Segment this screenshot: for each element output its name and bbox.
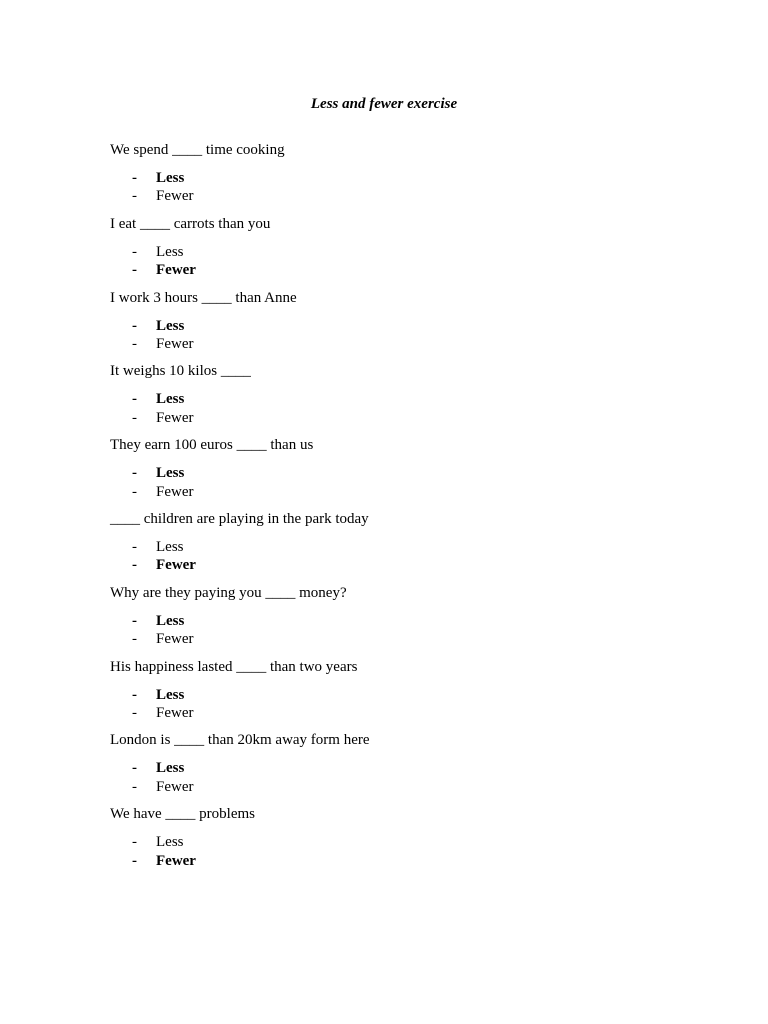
list-dash: - [132,557,137,574]
question-text: His happiness lasted ____ than two years [110,658,358,675]
answer-option-label: Less [156,391,185,408]
answer-option-label: Less [156,612,185,629]
question-text: It weighs 10 kilos ____ [110,363,251,380]
list-dash: - [132,243,137,260]
question-text: London is ____ than 20km away form here [110,732,370,749]
question-item [110,805,710,879]
list-dash: - [132,760,137,777]
list-dash: - [132,465,137,482]
question-list [110,141,710,879]
question-text: We spend ____ time cooking [110,142,285,158]
question-item [110,215,710,289]
answer-option-label: Fewer [156,188,194,205]
list-dash: - [132,686,137,703]
list-dash: - [132,483,137,500]
list-dash: - [132,612,137,629]
answer-option-label: Fewer [156,852,196,869]
question-item [110,731,710,805]
question-text: ____ children are playing in the park today [110,510,369,527]
question-text: We have ____ problems [110,806,256,823]
list-dash: - [132,335,137,352]
list-dash: - [132,409,137,426]
answer-option-label: Less [156,317,185,334]
answer-option-label: Fewer [156,262,196,279]
question-item [110,658,710,732]
question-text: They earn 100 euros ____ than us [110,437,314,454]
list-dash: - [132,391,137,408]
answer-option-label: Less [156,170,185,186]
answer-option-label: Less [156,465,185,482]
question-text: I eat ____ carrots than you [110,215,271,232]
list-dash: - [132,317,137,334]
list-dash: - [132,262,137,279]
document-title: Less and fewer exercise [310,96,458,113]
answer-option-label: Less [156,834,184,851]
answer-option-label: Less [156,243,184,260]
question-item [110,362,710,436]
list-dash: - [132,188,137,205]
question-item [110,436,710,510]
answer-option-label: Fewer [156,483,194,500]
answer-option-label: Less [156,538,184,555]
question-item [110,510,710,584]
answer-option-label: Less [156,760,185,777]
list-dash: - [132,538,137,555]
answer-option-label: Fewer [156,557,196,574]
answer-option-label: Fewer [156,778,194,795]
list-dash: - [132,631,137,648]
list-dash: - [132,852,137,869]
answer-option-label: Fewer [156,631,194,648]
list-dash: - [132,170,137,186]
question-item [110,141,710,215]
answer-option-label: Fewer [156,335,194,352]
question-text: I work 3 hours ____ than Anne [110,289,297,306]
list-dash: - [132,834,137,851]
question-item [110,289,710,363]
answer-option-label: Less [156,686,185,703]
list-dash: - [132,704,137,721]
question-text: Why are they paying you ____ money? [110,584,347,601]
answer-option-label: Fewer [156,409,194,426]
question-item [110,584,710,658]
list-dash: - [132,778,137,795]
answer-option-label: Fewer [156,704,194,721]
